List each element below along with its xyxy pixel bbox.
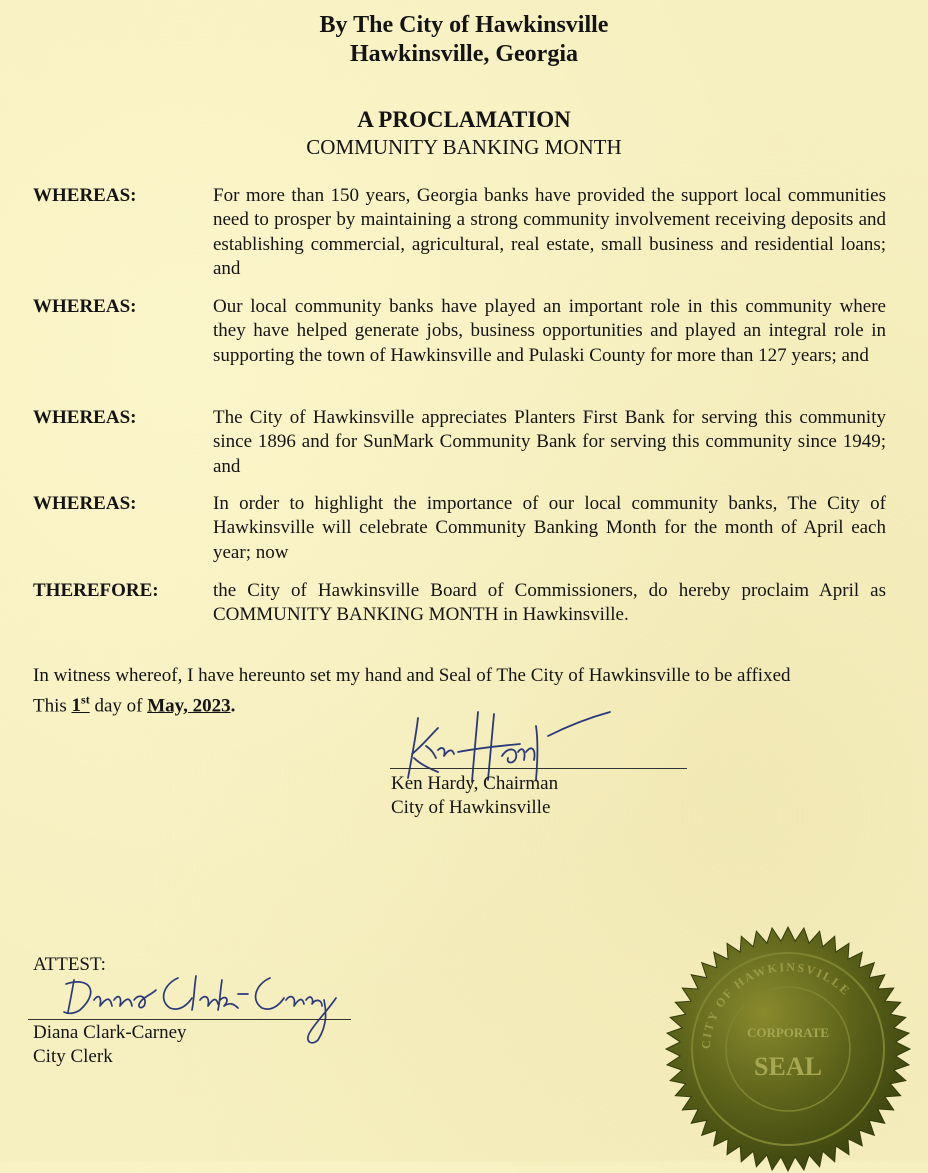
seal-word: SEAL bbox=[754, 1052, 822, 1081]
clause-label: WHEREAS: bbox=[33, 407, 137, 428]
witness-date: May, 2023 bbox=[147, 695, 231, 717]
clause-text: the City of Hawkinsville Board of Commissioners, do hereby proclaim April as COMMUNITY BANKING MONTH in Hawkinsville. bbox=[213, 580, 886, 626]
clause-label: WHEREAS: bbox=[33, 296, 137, 317]
chairman-name: Ken Hardy, Chairman bbox=[391, 773, 559, 794]
clerk-title: City Clerk bbox=[33, 1046, 113, 1067]
chairman-signature-line bbox=[390, 768, 687, 769]
clause-text: The City of Hawkinsville appreciates Planters First Bank for serving this community since 1896 and for SunMark Community Bank for serving this community since 1949; and bbox=[213, 407, 886, 477]
clause-label: WHEREAS: bbox=[33, 185, 137, 206]
clause-text: For more than 150 years, Georgia banks have provided the support local communities need to prosper by maintaining a strong community involvement receiving deposits and establishing commercial, agricultural, real estate, small business and residential loans; and bbox=[213, 185, 886, 280]
seal-ring-text: CITY OF HAWKINSVILLE bbox=[698, 959, 854, 1050]
seal-corporate-text: CORPORATE bbox=[746, 1025, 830, 1040]
clerk-name: Diana Clark-Carney bbox=[33, 1022, 187, 1043]
witness-period: . bbox=[230, 695, 236, 717]
witness-line: In witness whereof, I have hereunto set my hand and Seal of The City of Hawkinsville to be affixed bbox=[33, 665, 791, 686]
proclamation-title: A PROCLAMATION bbox=[357, 107, 571, 132]
clause-text: Our local community banks have played an important role in this community where they have helped generate jobs, business opportunities and played an integral role in supporting the town of Hawkinsville and Pulaski County for more than 127 years; and bbox=[213, 296, 886, 366]
corporate-seal bbox=[664, 925, 912, 1173]
header-city: By The City of Hawkinsville bbox=[319, 12, 609, 38]
witness-day-of: day of bbox=[94, 695, 143, 717]
witness-this: This bbox=[33, 695, 67, 717]
proclamation-subtitle: COMMUNITY BANKING MONTH bbox=[306, 135, 622, 159]
clause-label: WHEREAS: bbox=[33, 493, 137, 514]
clause-label: THEREFORE: bbox=[33, 580, 159, 601]
witness-day: 1st bbox=[71, 693, 90, 717]
attest-label: ATTEST: bbox=[33, 954, 106, 975]
clerk-signature-line bbox=[28, 1019, 351, 1020]
clause-text: In order to highlight the importance of our local community banks, The City of Hawkinsville will celebrate Community Banking Month for the month of April each year; now bbox=[213, 493, 886, 563]
header-location: Hawkinsville, Georgia bbox=[350, 41, 578, 67]
chairman-org: City of Hawkinsville bbox=[391, 797, 551, 818]
